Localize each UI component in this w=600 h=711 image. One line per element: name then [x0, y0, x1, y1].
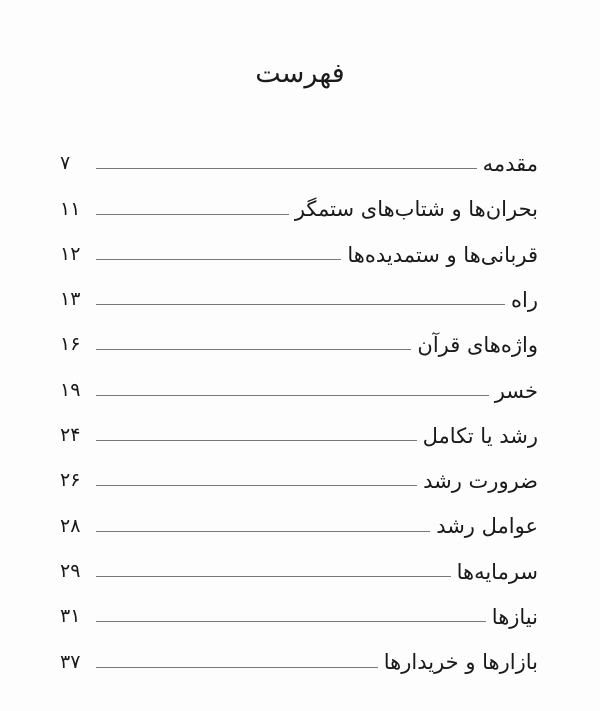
- toc-page-number: ۱۲: [60, 242, 81, 265]
- toc-entry-title: خسر: [494, 378, 538, 403]
- toc-leader-line: [96, 621, 486, 622]
- toc-entry: [60, 181, 538, 226]
- toc-entry: [60, 498, 538, 543]
- toc-entry-title: بازارها و خریدارها: [383, 650, 538, 675]
- toc-page-number: ۱۳: [60, 288, 81, 311]
- toc-entry: [60, 589, 538, 634]
- toc-entry: [60, 408, 538, 453]
- toc-page-number: ۲۸: [60, 514, 81, 537]
- toc-leader-line: [96, 667, 378, 668]
- toc-page-number: ۱۶: [60, 333, 81, 356]
- toc-page-number: ۱۹: [60, 378, 81, 401]
- toc-entry-title: نیازها: [491, 605, 538, 630]
- toc-page-number: ۳۷: [60, 650, 81, 673]
- toc-entry-title: ضرورت رشد: [423, 469, 538, 494]
- toc-entry-title: قربانی‌ها و ستمدیده‌ها: [347, 242, 538, 267]
- toc-entry: [60, 227, 538, 272]
- toc-page-number: ۱۱: [60, 197, 81, 220]
- toc-entry-title: رشد یا تکامل: [422, 423, 538, 448]
- toc-entry-title: واژه‌های قرآن: [417, 333, 538, 358]
- toc-page-number: ۲۹: [60, 559, 81, 582]
- toc-entry-title: سرمایه‌ها: [456, 559, 538, 584]
- toc-entry: [60, 634, 538, 679]
- toc-entry-title: بحران‌ها و شتاب‌های ستمگر: [294, 197, 538, 222]
- toc-entry-title: عوامل رشد: [436, 514, 538, 539]
- toc-entry-title: راه: [511, 288, 538, 312]
- toc-leader-line: [96, 349, 411, 350]
- toc-leader-line: [96, 440, 417, 441]
- page-title: فهرست: [255, 58, 345, 89]
- toc-leader-line: [96, 576, 451, 577]
- toc-entry: [60, 362, 538, 407]
- table-of-contents: [60, 136, 538, 680]
- toc-leader-line: [96, 485, 417, 486]
- toc-entry: [60, 453, 538, 498]
- toc-entry: [60, 544, 538, 589]
- toc-leader-line: [96, 395, 489, 396]
- toc-page-number: ۳۱: [60, 605, 81, 628]
- toc-leader-line: [96, 531, 430, 532]
- toc-entry-title: مقدمه: [482, 152, 538, 177]
- toc-entry: [60, 136, 538, 181]
- toc-page-number: ۲۴: [60, 424, 81, 447]
- toc-entry: [60, 317, 538, 362]
- toc-leader-line: [96, 168, 477, 169]
- toc-page-number: ۲۶: [60, 469, 81, 492]
- toc-leader-line: [96, 259, 341, 260]
- toc-leader-line: [96, 214, 289, 215]
- toc-entry: [60, 272, 538, 317]
- toc-page-number: ۷: [60, 152, 71, 175]
- toc-leader-line: [96, 304, 505, 305]
